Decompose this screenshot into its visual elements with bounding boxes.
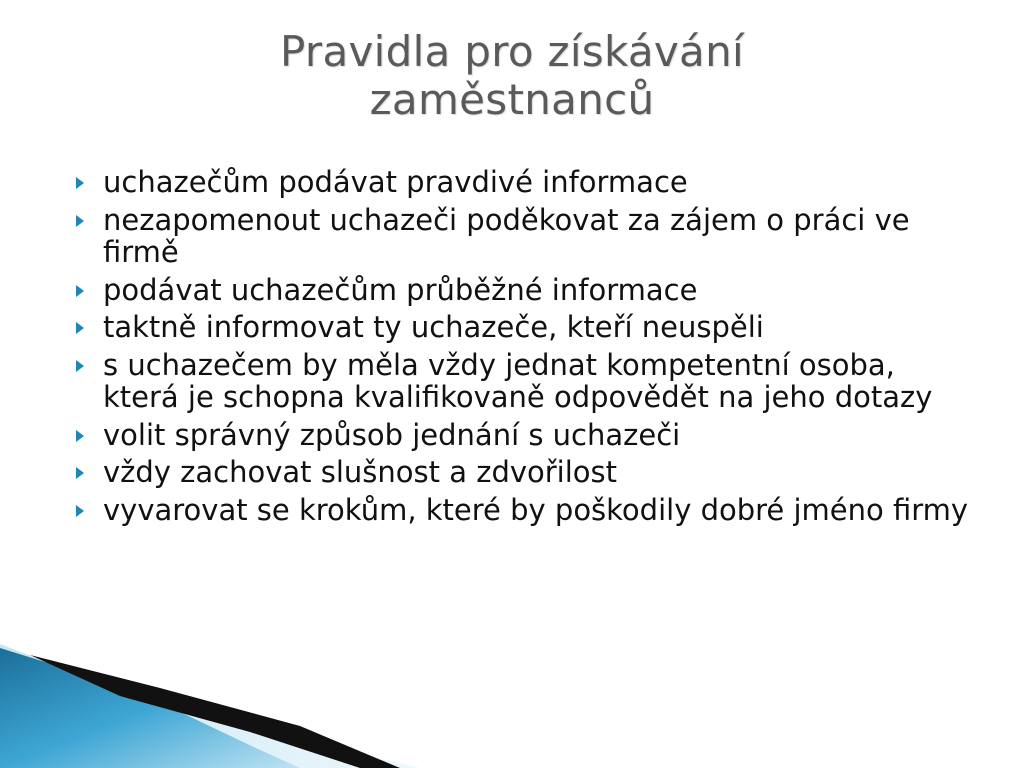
bullet-list [72, 166, 972, 531]
list-item [72, 349, 972, 414]
bullet-text: s uchazečem by měla vždy jednat kompetentní osoba, která je schopna kvalifikovaně odpovědět na jeho dotazy [103, 347, 933, 414]
list-item [72, 204, 972, 269]
triangle-bullet-icon [76, 177, 84, 189]
bullet-text: vždy zachovat slušnost a zdvořilost [103, 455, 618, 489]
bullet-text: nezapomenout uchazeči poděkovat za zájem o práci ve firmě [103, 202, 910, 269]
bullet-text: podávat uchazečům průběžné informace [103, 272, 698, 307]
triangle-bullet-icon [76, 430, 84, 442]
bullet-text: volit správný způsob jednání s uchazeči [103, 417, 681, 452]
list-item [72, 274, 972, 307]
swoosh-dark-stripe [30, 655, 400, 768]
triangle-bullet-icon [76, 215, 84, 227]
list-item [72, 456, 972, 489]
swoosh-light-band [0, 644, 420, 768]
list-item [72, 494, 972, 527]
triangle-bullet-icon [76, 360, 84, 372]
triangle-bullet-icon [76, 285, 84, 297]
bullet-text: uchazečům podávat pravdivé informace [103, 165, 688, 199]
bullet-text: vyvarovat se krokům, které by poškodily dobré jméno firmy [103, 492, 969, 527]
triangle-bullet-icon [76, 505, 84, 517]
slide-title: Pravidla pro získávání zaměstnanců [280, 27, 744, 124]
bullet-text: taktně informovat ty uchazeče, kteří neuspěli [103, 310, 764, 344]
triangle-bullet-icon [76, 467, 84, 479]
swoosh-blue-band [0, 648, 300, 768]
list-item [72, 311, 972, 344]
list-item [72, 166, 972, 199]
triangle-bullet-icon [76, 322, 84, 334]
list-item [72, 419, 972, 452]
